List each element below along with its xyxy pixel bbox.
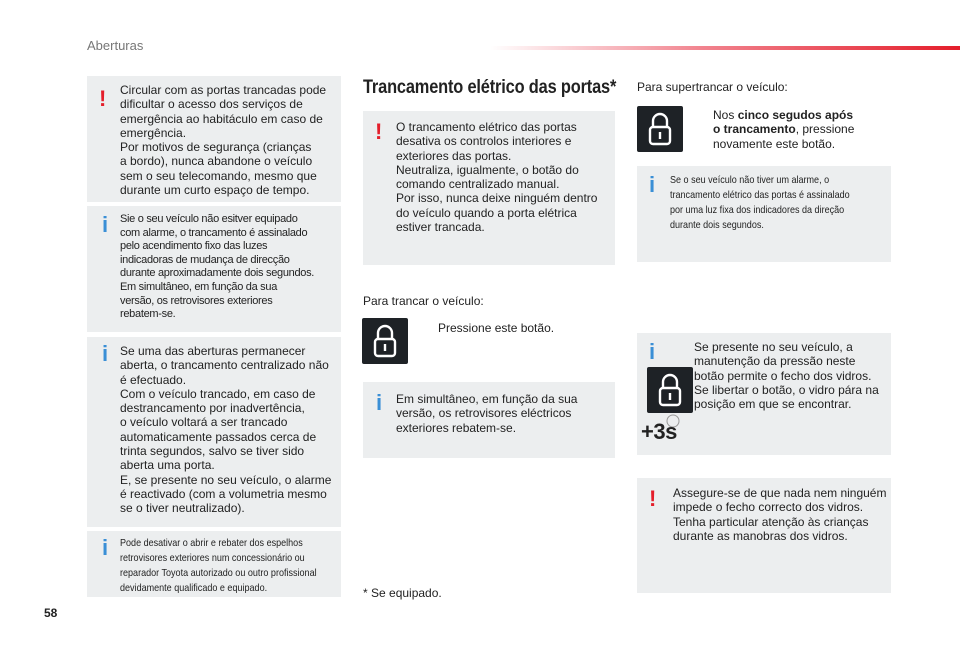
lock-button-icon <box>362 318 408 364</box>
superlock-step-bold: cinco segudos após o trancamento <box>713 108 854 137</box>
info-icon: i <box>649 172 656 197</box>
lock-step: Pressione este botão. <box>438 321 555 335</box>
info-icon: i <box>376 390 383 415</box>
warning-text: Circular com as portas trancadas pode dificultar o acesso dos serviços de emergência ao habitáculo em caso de emergência. Por motivos de segurança (crianças a bordo), nunca abandone o veículo sem o seu telecomando, mesmo que durante um curto espaço de tempo. <box>120 83 327 198</box>
info-text: Pode desativar o abrir e rebater dos espelhos retrovisores exteriores num concessionário ou reparador Toyota autorizado ou outro profissional devidamente qualificado e equipado. <box>120 537 317 594</box>
info-icon: i <box>649 339 656 364</box>
info-text: Se presente no seu veículo, a manutenção da pressão neste botão permite o fecho dos vidros. Se libertar o botão, o vidro pára na posição em que se encontrar. <box>694 340 879 412</box>
info-icon: i <box>102 535 109 560</box>
info-box-no-alarm <box>87 206 341 332</box>
lock-intro: Para trancar o veículo: <box>363 294 484 308</box>
info-box-mirrors-fold <box>363 382 615 458</box>
info-box-superlock-signal <box>637 166 891 262</box>
section-heading: Trancamento elétrico das portas* <box>363 76 617 98</box>
info-text: Se uma das aberturas permanecer aberta, o trancamento centralizado não é efectuado. Com o veículo trancado, em caso de destrancamento por inadvertência, o veículo voltará a ser trancado automaticamente passados cerca de trinta segundos, salvo se tiver sido aberta uma porta. E, se presente no seu veículo, o alarme é reactivado (com a volumetria mesmo se o tiver neutralizado). <box>120 344 332 516</box>
info-icon: i <box>102 341 109 366</box>
info-text: Sie o seu veículo não esitver equipado com alarme, o trancamento é assinalado pelo acendimento fixo das luzes indicadoras de mudança de direcção durante aproximadamente dois segundos. Em simultâneo, em função da sua versão, os retrovisores exteriores rebatem-se. <box>120 213 315 321</box>
footnote: * Se equipado. <box>363 586 442 600</box>
lock-icon <box>362 318 408 364</box>
info-box-open-door <box>87 337 341 527</box>
info-icon: i <box>102 212 109 237</box>
windows-button-icon <box>647 367 693 413</box>
superlock-step-prefix: Nos <box>713 108 738 122</box>
superlock-button-icon <box>637 106 683 152</box>
warning-text: O trancamento elétrico das portas desativa os controlos interiores e exteriores das portas. Neutraliza, igualmente, o botão do comando centralizado manual. Por isso, nunca deixe ninguém dentro do veículo quando a porta elétrica estiver trancada. <box>396 120 598 235</box>
header-rule <box>490 46 960 50</box>
warning-icon: ! <box>99 86 107 111</box>
info-text: Se o seu veículo não tiver um alarme, o trancamento elétrico das portas é assinalado por uma luz fixa dos indicadores da direção durante dois segundos. <box>670 174 850 231</box>
warning-icon: ! <box>649 486 657 511</box>
lock-icon <box>647 367 693 413</box>
warning-box-windows <box>637 478 891 593</box>
warning-box-locked-doors <box>87 76 341 202</box>
section-title: Aberturas <box>87 38 144 53</box>
info-box-mirrors <box>87 531 341 597</box>
timer-label: +3s <box>641 419 677 444</box>
superlock-step-suffix: , pressione novamente este botão. <box>713 122 855 151</box>
info-text: Em simultâneo, em função da sua versão, os retrovisores eléctricos exteriores rebatem-se. <box>396 392 578 435</box>
page-number: 58 <box>44 606 58 620</box>
superlock-intro: Para supertrancar o veículo: <box>637 80 788 94</box>
warning-icon: ! <box>375 119 383 144</box>
warning-text: Assegure-se de que nada nem ninguém impede o fecho correcto dos vidros. Tenha particular atenção às crianças durante as manobras dos vidros. <box>673 486 887 543</box>
warning-box-deadlock <box>363 111 615 265</box>
info-box-windows <box>637 333 891 455</box>
superlock-step <box>713 108 883 151</box>
lock-icon <box>637 106 683 152</box>
